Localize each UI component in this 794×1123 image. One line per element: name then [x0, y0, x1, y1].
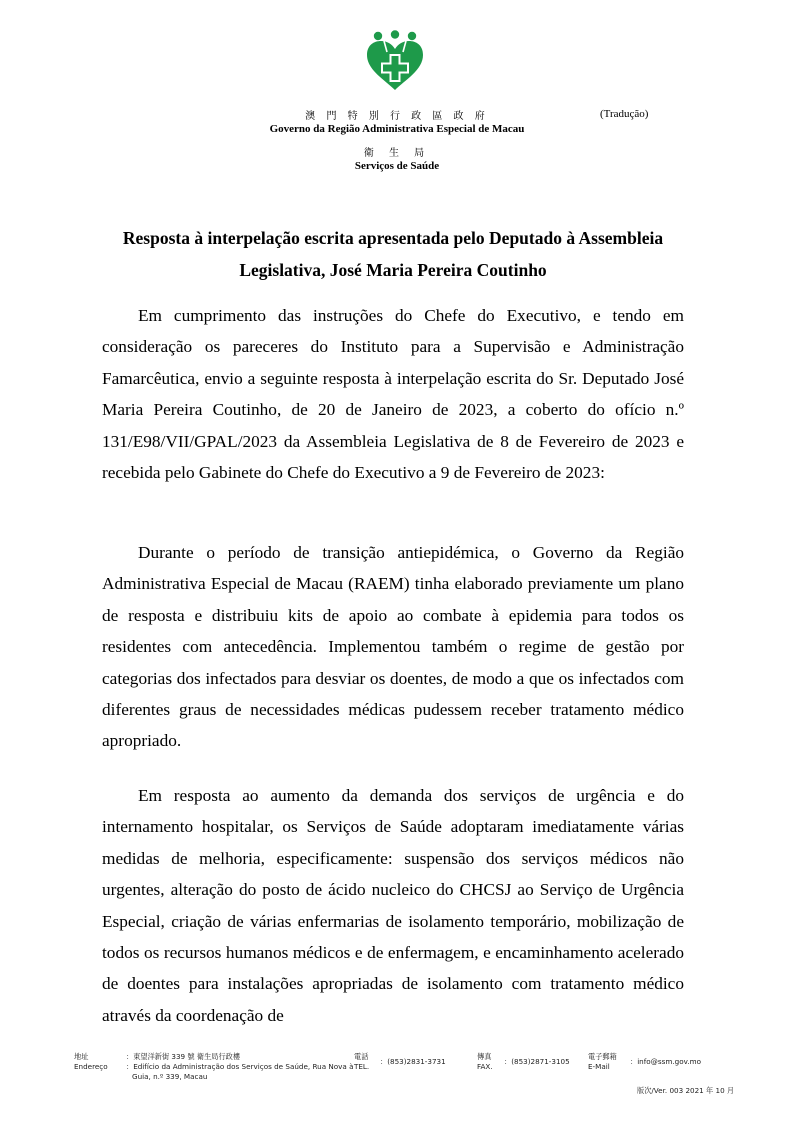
fax-value: ：(853)2871-3105 [504, 1057, 570, 1066]
translation-note: (Tradução) [600, 108, 649, 120]
tel-label-cn: 電話 [354, 1052, 369, 1061]
email-value: ：info@ssm.gov.mo [630, 1057, 701, 1066]
fax-label-pt: FAX. [477, 1062, 493, 1071]
address-pt-line1: ：Edifício da Administração dos Serviços de Saúde, Rua Nova à [126, 1062, 354, 1071]
paragraph-2: Durante o período de transição antiepidémica, o Governo da Região Administrativa Especial de Macau (RAEM) tinha elaborado previamente um plano de resposta e distribuiu kits de apoio ao combate à epidemia para todos os residentes com antecedência. Implementou também o regime de gestão por categorias dos infectados para desviar os doentes, de modo a que os infectados com diferentes graus de necessidades médicas pudessem receber tratamento médico apropriado. [102, 543, 684, 751]
health-services-logo-icon [365, 30, 425, 92]
address-pt-line2: Guia, n.º 339, Macau [132, 1072, 208, 1081]
document-title: Resposta à interpelação escrita apresentada pelo Deputado à Assembleia Legislativa, José Maria Pereira Coutinho [122, 228, 664, 280]
paragraph-1: Em cumprimento das instruções do Chefe do Executivo, e tendo em consideração os pareceres do Instituto para a Supervisão e Administração Famarcêutica, envio a seguinte resposta à interpelação escrita do Sr. Deputado José Maria Pereira Coutinho, de 20 de Janeiro de 2023, a coberto do ofício n.º 131/E98/VII/GPAL/2023 da Assembleia Legislativa de 8 de Fevereiro de 2023 e recebida pelo Gabinete do Chefe do Executivo a 9 de Fevereiro de 2023: [102, 306, 684, 483]
paragraph-3: Em resposta ao aumento da demanda dos serviços de urgência e do internamento hospitalar, os Serviços de Saúde adoptaram imediatamente várias medidas de melhoria, especificamente: suspensão dos serviços médicos não urgentes, alteração do posto de ácido nucleico do CHCSJ ao Serviço de Urgência Especial, criação de várias enfermarias de isolamento temporário, mobilização de todos os recursos humanos médicos e de enfermagem, e encaminhamento acelerado de doentes para instalações apropriadas de isolamento com tratamento médico através da coordenação de [102, 786, 684, 1025]
org-name-portuguese: Governo da Região Administrativa Especial de Macau [269, 123, 525, 135]
address-label-pt: Endereço [74, 1062, 108, 1071]
dept-name-portuguese: Serviços de Saúde [354, 160, 440, 172]
version-info: 版次/Ver. 003 2021 年 10 月 [637, 1086, 735, 1095]
tel-label-pt: TEL. [354, 1062, 370, 1071]
address-cn: ：東望洋新街 339 號 衛生局行政樓 [126, 1052, 241, 1061]
tel-value: ：(853)2831-3731 [380, 1057, 446, 1066]
fax-label-cn: 傳真 [477, 1052, 492, 1061]
address-label-cn: 地址 [74, 1052, 89, 1061]
org-name-chinese: 澳 門 特 別 行 政 區 政 府 [305, 111, 489, 122]
email-label-cn: 電子郵箱 [588, 1052, 617, 1061]
email-label-pt: E-Mail [588, 1062, 610, 1071]
dept-name-chinese: 衛 生 局 [363, 148, 431, 159]
